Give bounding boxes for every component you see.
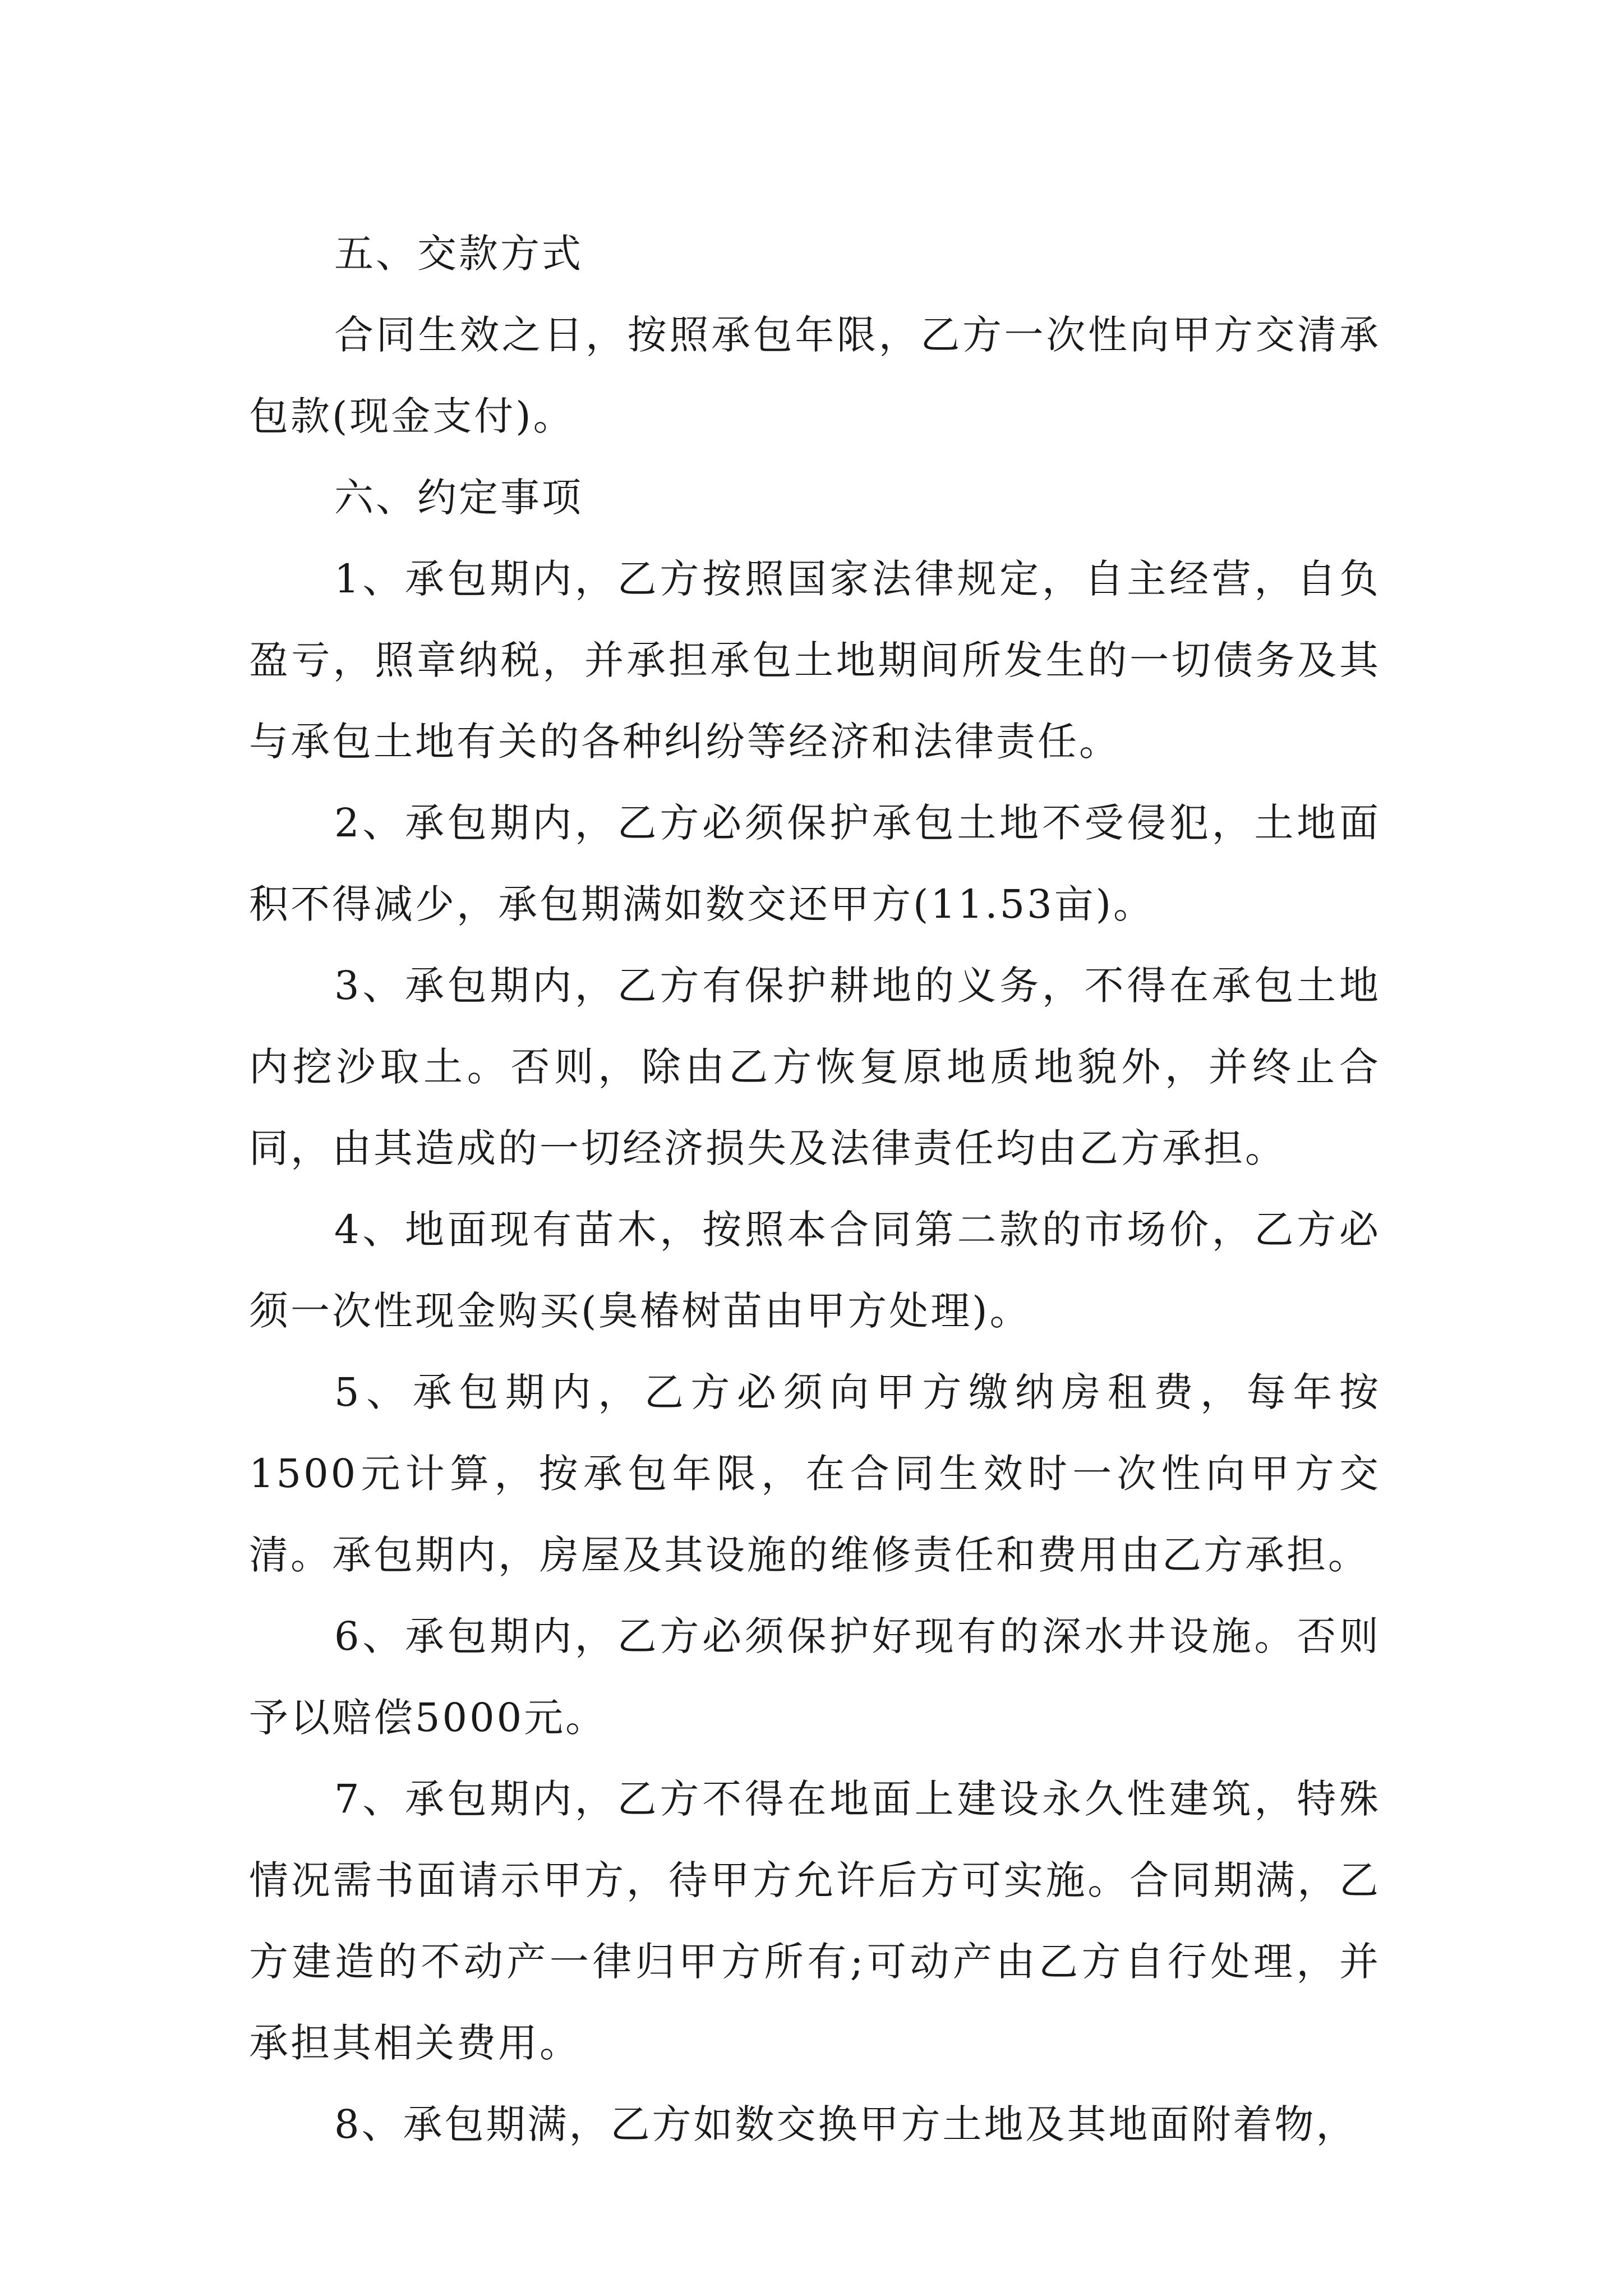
document-body	[249, 213, 1381, 2165]
clause-5: 5、承包期内，乙方必须向甲方缴纳房租费，每年按1500元计算，按承包年限，在合同生效时一次性向甲方交清。承包期内，房屋及其设施的维修责任和费用由乙方承担。	[249, 1369, 1381, 1578]
clause-4: 4、地面现有苗木，按照本合同第二款的市场价，乙方必须一次性现金购买(臭椿树苗由甲方处理)。	[249, 1207, 1381, 1334]
section-heading-terms: 六、约定事项	[334, 475, 583, 521]
section-heading-payment: 五、交款方式	[334, 231, 583, 277]
paragraph-payment: 合同生效之日，按照承包年限，乙方一次性向甲方交清承包款(现金支付)。	[249, 312, 1381, 439]
clause-6: 6、承包期内，乙方必须保护好现有的深水井设施。否则予以赔偿5000元。	[249, 1613, 1381, 1741]
clause-1: 1、承包期内，乙方按照国家法律规定，自主经营，自负盈亏，照章纳税，并承担承包土地期间所发生的一切债务及其与承包土地有关的各种纠纷等经济和法律责任。	[249, 556, 1381, 765]
clause-8: 8、承包期满，乙方如数交换甲方土地及其地面附着物，	[334, 2101, 1358, 2147]
clause-7: 7、承包期内，乙方不得在地面上建设永久性建筑，特殊情况需书面请示甲方，待甲方允许后方可实施。合同期满，乙方建造的不动产一律归甲方所有;可动产由乙方自行处理，并承担其相关费用。	[249, 1776, 1381, 2066]
clause-3: 3、承包期内，乙方有保护耕地的义务，不得在承包土地内挖沙取土。否则，除由乙方恢复原地质地貌外，并终止合同，由其造成的一切经济损失及法律责任均由乙方承担。	[249, 963, 1381, 1171]
clause-2: 2、承包期内，乙方必须保护承包土地不受侵犯，土地面积不得减少，承包期满如数交还甲方(11.53亩)。	[249, 800, 1381, 927]
